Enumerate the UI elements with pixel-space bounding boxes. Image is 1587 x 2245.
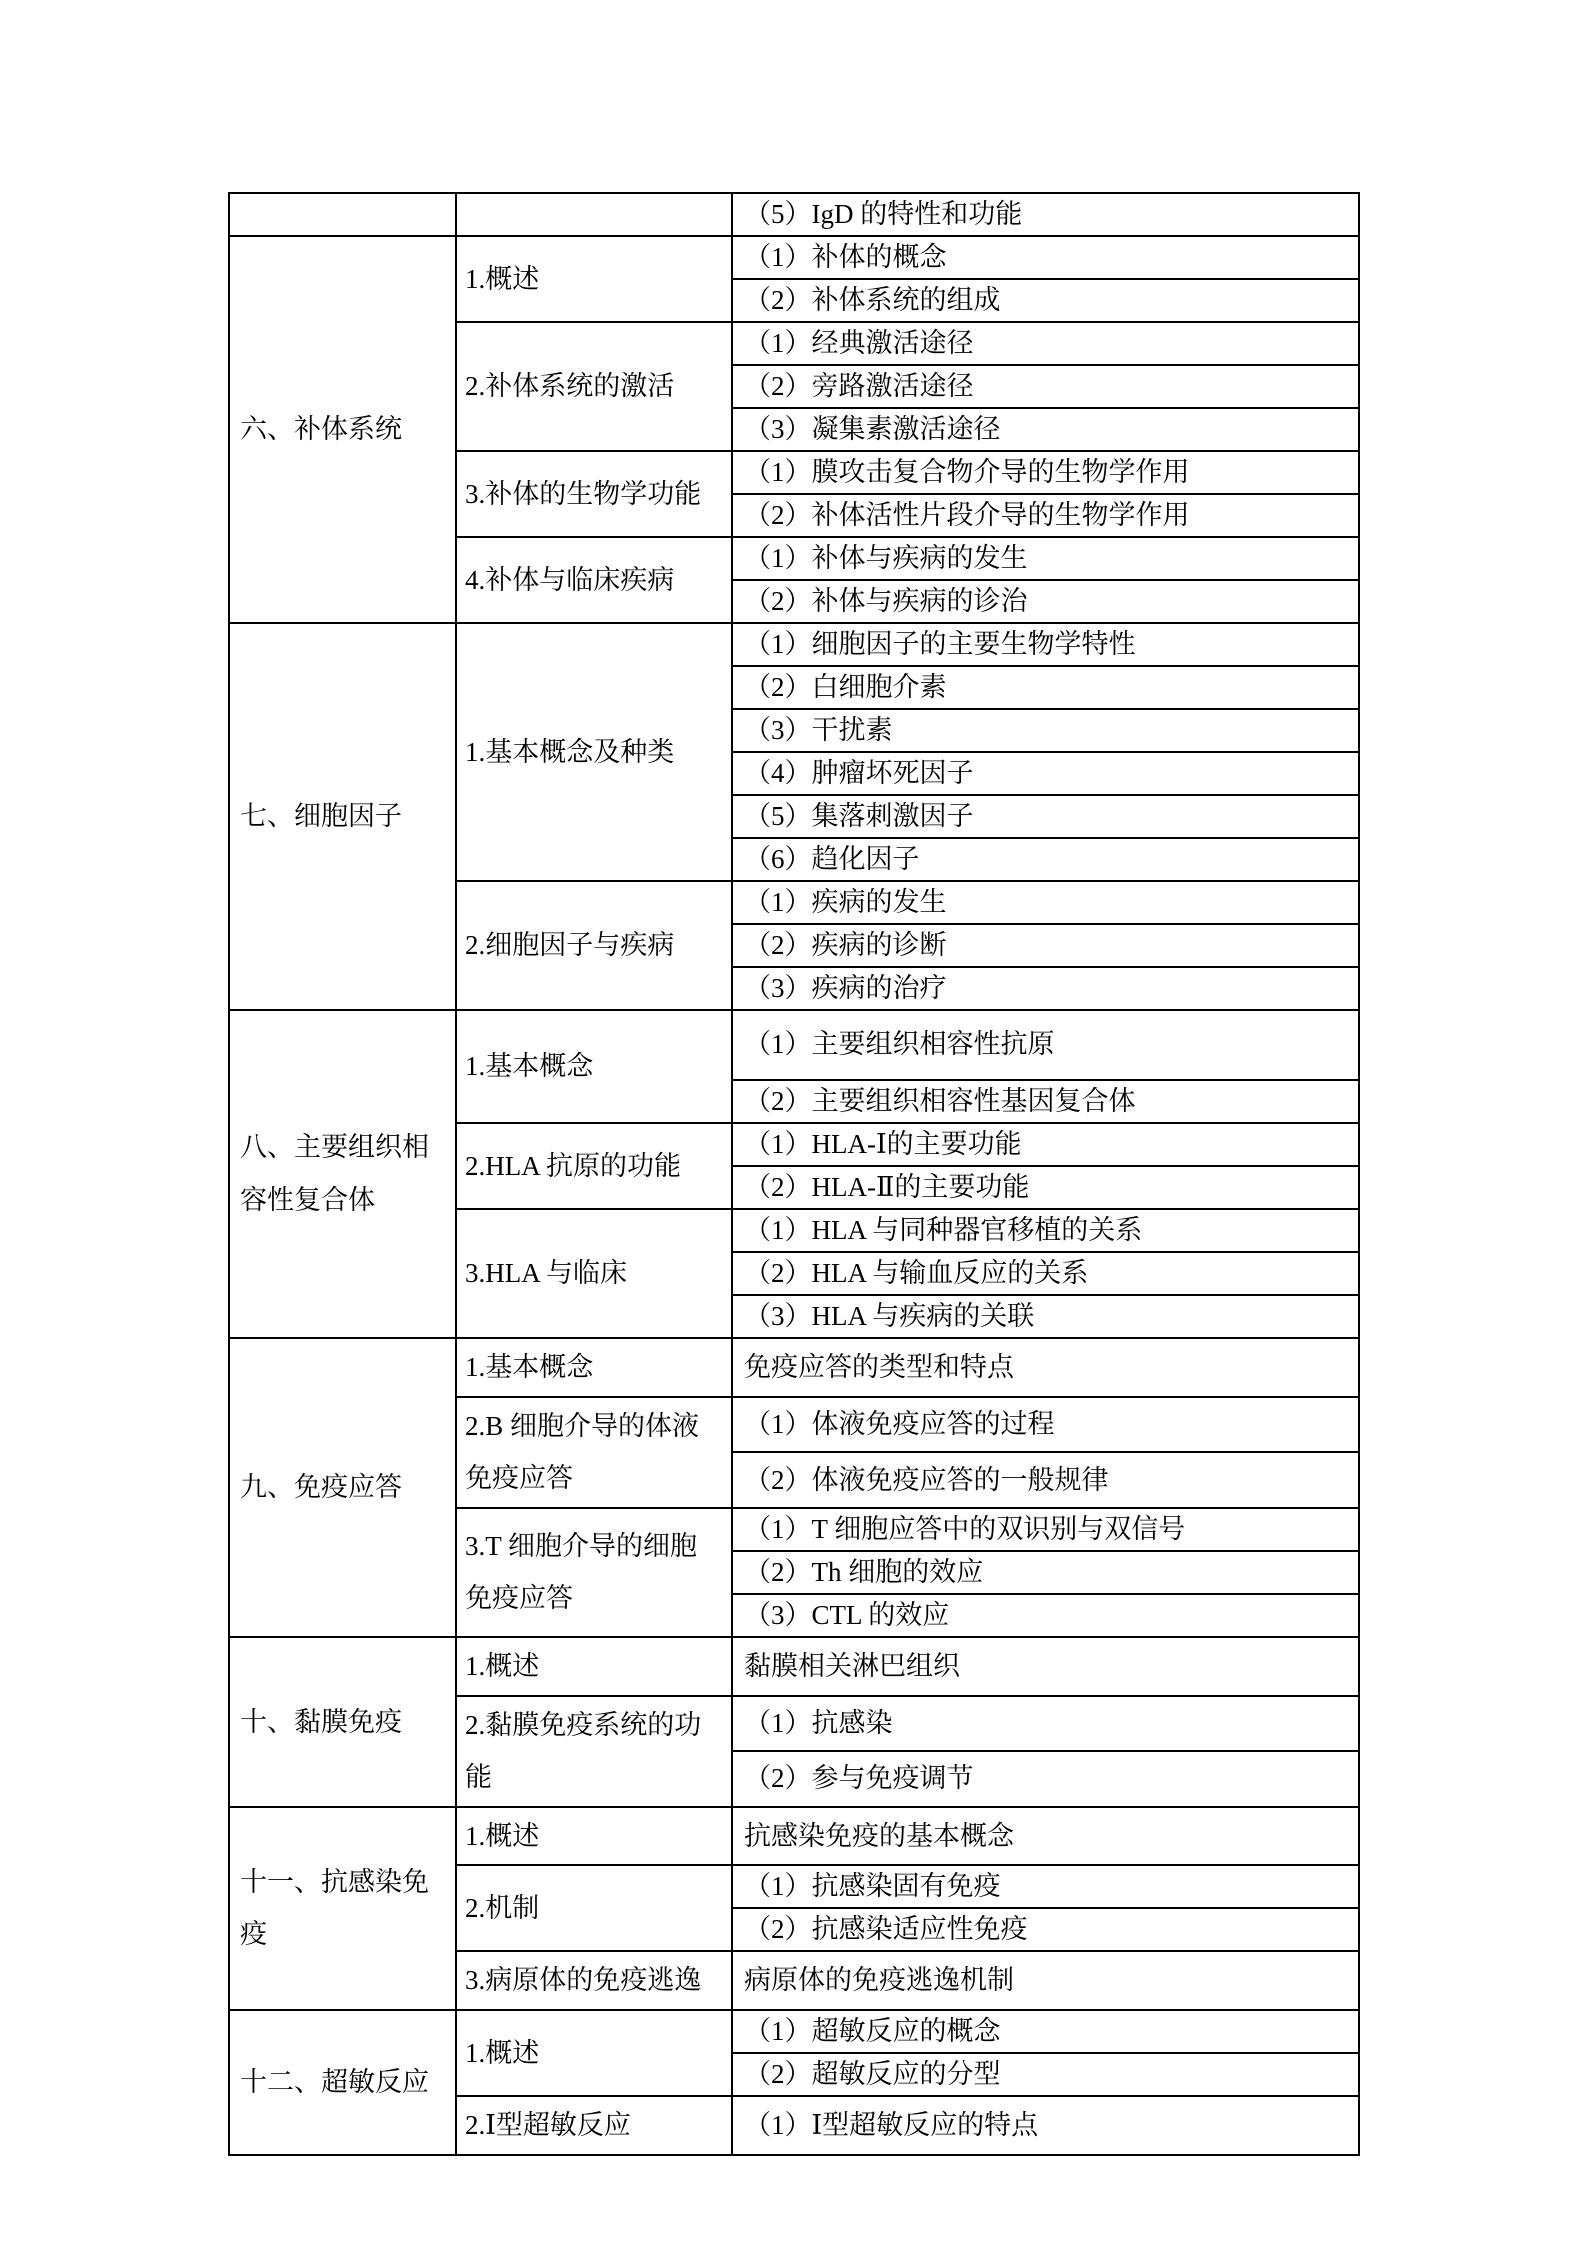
section-cell <box>229 193 456 236</box>
detail-cell: （1）体液免疫应答的过程 <box>732 1397 1359 1453</box>
table-row <box>229 623 1359 666</box>
topic-cell: 2.黏膜免疫系统的功能 <box>456 1696 732 1807</box>
detail-cell: （6）趋化因子 <box>732 838 1359 881</box>
detail-cell: 免疫应答的类型和特点 <box>732 1338 1359 1397</box>
topic-cell: 1.概述 <box>456 2010 732 2096</box>
section-cell: 十二、超敏反应 <box>229 2010 456 2155</box>
section-cell: 十一、抗感染免疫 <box>229 1807 456 2010</box>
detail-cell: （2）参与免疫调节 <box>732 1751 1359 1807</box>
detail-cell: （1）超敏反应的概念 <box>732 2010 1359 2053</box>
detail-cell: （5）集落刺激因子 <box>732 795 1359 838</box>
section-cell: 七、细胞因子 <box>229 623 456 1010</box>
topic-cell: 1.概述 <box>456 1807 732 1866</box>
detail-cell: （2）补体系统的组成 <box>732 279 1359 322</box>
topic-cell: 2.Ⅰ型超敏反应 <box>456 2096 732 2155</box>
detail-cell: （2）HLA-Ⅱ的主要功能 <box>732 1166 1359 1209</box>
topic-cell: 2.B 细胞介导的体液免疫应答 <box>456 1397 732 1508</box>
detail-cell: （4）肿瘤坏死因子 <box>732 752 1359 795</box>
table-row <box>229 1637 1359 1696</box>
detail-cell: （3）干扰素 <box>732 709 1359 752</box>
detail-cell: （1）主要组织相容性抗原 <box>732 1010 1359 1080</box>
detail-cell: （2）主要组织相容性基因复合体 <box>732 1080 1359 1123</box>
detail-cell: （2）抗感染适应性免疫 <box>732 1908 1359 1951</box>
topic-cell: 1.基本概念及种类 <box>456 623 732 881</box>
detail-cell: （1）HLA 与同种器官移植的关系 <box>732 1209 1359 1252</box>
detail-cell: （1）Ⅰ型超敏反应的特点 <box>732 2096 1359 2155</box>
topic-cell: 2.细胞因子与疾病 <box>456 881 732 1010</box>
detail-cell: 抗感染免疫的基本概念 <box>732 1807 1359 1866</box>
topic-cell: 2.机制 <box>456 1865 732 1951</box>
table-row <box>229 1338 1359 1397</box>
topic-cell: 1.概述 <box>456 236 732 322</box>
topic-cell: 2.HLA 抗原的功能 <box>456 1123 732 1209</box>
table-row <box>229 193 1359 236</box>
topic-cell: 3.HLA 与临床 <box>456 1209 732 1338</box>
detail-cell: （2）旁路激活途径 <box>732 365 1359 408</box>
topic-cell <box>456 193 732 236</box>
table-row <box>229 2010 1359 2053</box>
topic-cell: 3.补体的生物学功能 <box>456 451 732 537</box>
section-cell: 十、黏膜免疫 <box>229 1637 456 1807</box>
detail-cell: （2）HLA 与输血反应的关系 <box>732 1252 1359 1295</box>
detail-cell: （3）CTL 的效应 <box>732 1594 1359 1637</box>
detail-cell: （2）补体与疾病的诊治 <box>732 580 1359 623</box>
detail-cell: （1）抗感染 <box>732 1696 1359 1752</box>
detail-cell: （3）疾病的治疗 <box>732 967 1359 1010</box>
section-cell: 九、免疫应答 <box>229 1338 456 1637</box>
detail-cell: （1）经典激活途径 <box>732 322 1359 365</box>
detail-cell: （3）凝集素激活途径 <box>732 408 1359 451</box>
detail-cell: （2）补体活性片段介导的生物学作用 <box>732 494 1359 537</box>
detail-cell: （1）补体的概念 <box>732 236 1359 279</box>
topic-cell: 1.概述 <box>456 1637 732 1696</box>
section-cell: 八、主要组织相容性复合体 <box>229 1010 456 1338</box>
detail-cell: （2）超敏反应的分型 <box>732 2053 1359 2096</box>
detail-cell: （1）抗感染固有免疫 <box>732 1865 1359 1908</box>
topic-cell: 1.基本概念 <box>456 1338 732 1397</box>
topic-cell: 4.补体与临床疾病 <box>456 537 732 623</box>
topic-cell: 3.T 细胞介导的细胞免疫应答 <box>456 1508 732 1637</box>
topic-cell: 1.基本概念 <box>456 1010 732 1123</box>
table-row <box>229 236 1359 279</box>
detail-cell: （1）T 细胞应答中的双识别与双信号 <box>732 1508 1359 1551</box>
syllabus-table <box>228 192 1360 2156</box>
detail-cell: （2）Th 细胞的效应 <box>732 1551 1359 1594</box>
table-row <box>229 1807 1359 1866</box>
detail-cell: （1）细胞因子的主要生物学特性 <box>732 623 1359 666</box>
detail-cell: （3）HLA 与疾病的关联 <box>732 1295 1359 1338</box>
detail-cell: （5）IgD 的特性和功能 <box>732 193 1359 236</box>
table-row <box>229 1010 1359 1080</box>
syllabus-table-body <box>229 193 1359 2155</box>
detail-cell: （1）补体与疾病的发生 <box>732 537 1359 580</box>
detail-cell: 黏膜相关淋巴组织 <box>732 1637 1359 1696</box>
detail-cell: （1）膜攻击复合物介导的生物学作用 <box>732 451 1359 494</box>
detail-cell: （2）白细胞介素 <box>732 666 1359 709</box>
detail-cell: 病原体的免疫逃逸机制 <box>732 1951 1359 2010</box>
topic-cell: 3.病原体的免疫逃逸 <box>456 1951 732 2010</box>
detail-cell: （2）体液免疫应答的一般规律 <box>732 1452 1359 1508</box>
topic-cell: 2.补体系统的激活 <box>456 322 732 451</box>
detail-cell: （1）HLA-Ⅰ的主要功能 <box>732 1123 1359 1166</box>
section-cell: 六、补体系统 <box>229 236 456 623</box>
detail-cell: （2）疾病的诊断 <box>732 924 1359 967</box>
detail-cell: （1）疾病的发生 <box>732 881 1359 924</box>
